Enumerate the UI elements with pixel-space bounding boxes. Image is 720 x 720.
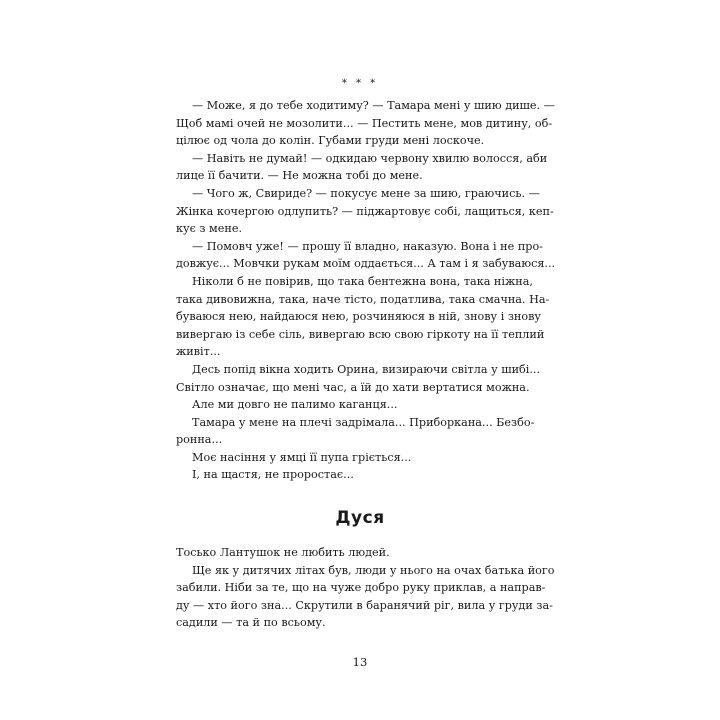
text-line: Тамара у мене на плечі задрімала... Приборкана... Безбо- (192, 415, 535, 429)
text-line: лице її бачити. — Не можна тобі до мене. (176, 169, 423, 183)
text-line: кує з мене. (176, 222, 243, 236)
text-line: — Може, я до тебе ходитиму? — Тамара мені у шию дише. — (192, 99, 555, 112)
section-one-text (176, 97, 556, 484)
text-line: Ще як у дитячих літах був, люди у нього на очах батька його (192, 563, 555, 577)
text-line: ду — хто його зна... Скрутили в баранячий ріг, вила у груди за- (176, 598, 553, 612)
text-line: Щоб мамі очей не мозолити... — Пестить мене, мов дитину, об- (176, 116, 553, 130)
text-line: Жінка кочергою одлупить? — піджартовує собі, лащиться, кеп- (176, 204, 554, 218)
text-line: Але ми довго не палимо каганця... (192, 398, 398, 412)
text-line: Тосько Лантушок не любить людей. (176, 546, 390, 559)
text-line: вивергаю із себе сіль, вивергаю всю свою гіркоту на її теплий (176, 327, 545, 341)
text-line: — Навіть не думай! — одкидаю червону хвилю волосся, аби (192, 151, 548, 165)
text-line: — Чого ж, Свириде? — покусує мене за шию, граючись. — (192, 186, 540, 200)
text-line: живіт... (176, 345, 221, 359)
text-line: садили — та й по всьому. (176, 616, 326, 630)
text-line: І, на щастя, не проростає... (192, 468, 354, 482)
chapter-text (176, 544, 555, 632)
text-line: довжує... Мовчки рукам моїм оддається... А там і я забуваюся... (176, 257, 556, 271)
section-divider: * * * (341, 78, 379, 89)
text-line: така дивовижна, така, наче тісто, податлива, така смачна. На- (176, 292, 550, 306)
chapter-title: Дуся (335, 508, 385, 528)
text-line: Десь попід вікна ходить Орина, визираючи світла у шибі... (192, 362, 541, 376)
text-line: Моє насіння у ямці її пупа гріється... (192, 450, 412, 464)
text-line: — Помовч уже! — прошу її владно, наказую. Вона і не про- (192, 239, 543, 253)
text-line: ронна... (176, 433, 223, 447)
text-line: цілює од чола до колін. Губами груди мені лоскоче. (176, 134, 485, 148)
text-line: буваюся нею, найдаюся нею, розчиняюся в ній, знову і знову (176, 310, 542, 324)
page-number: 13 (352, 655, 368, 669)
text-line: забили. Ніби за те, що на чуже добро руку приклав, а направ- (176, 581, 546, 595)
text-line: Світло означає, що мені час, а їй до хати вертатися можна. (176, 380, 530, 394)
text-line: Ніколи б не повірив, що така бентежна вона, така ніжна, (192, 274, 533, 288)
